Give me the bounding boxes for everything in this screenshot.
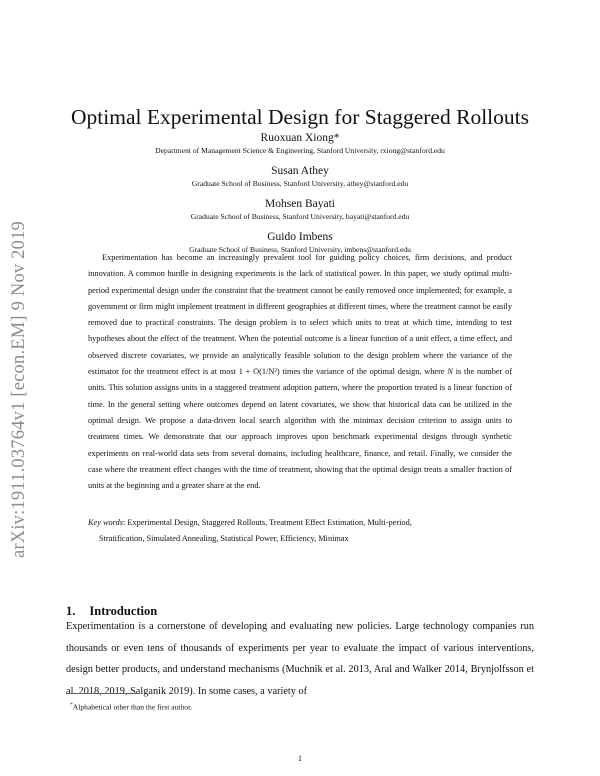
footnote — [70, 700, 192, 713]
intro-paragraph: Experimentation is a cornerstone of developing and evaluating new policies. Large technology companies run thousands or even tens of thousands of experiments per year to evaluate the impact of various interventions, design better products, and understand mechanisms (Muchnik et al. 2013, Aral and Walker 2014, Brynjolfsson et al. 2018, 2019, Salganik 2019). In some cases, a variety of — [66, 621, 534, 697]
paper-title: Optimal Experimental Design for Staggered Rollouts — [71, 105, 529, 130]
page-number: 1 — [298, 754, 302, 763]
author-name: Mohsen Bayati — [265, 198, 335, 210]
author-entry — [60, 164, 540, 190]
author-affiliation: Graduate School of Business, Stanford University, athey@stanford.edu — [191, 179, 409, 188]
author-block — [60, 131, 540, 263]
author-affiliation: Department of Management Science & Engineering, Stanford University, rxiong@stanford.edu — [155, 146, 445, 155]
variance-bound-formula: 1 + O(1/N²) — [238, 367, 280, 377]
author-affiliation: Graduate School of Business, Stanford University, bayati@stanford.edu — [190, 212, 410, 221]
abstract-text-2: times the variance of the optimal design, where — [282, 367, 445, 377]
author-affiliation: Graduate School of Business, Stanford University, imbens@stanford.edu — [189, 245, 411, 254]
abstract — [88, 250, 512, 494]
section-number: 1. — [66, 604, 76, 619]
keywords-line-1: Experimental Design, Staggered Rollouts, Treatment Effect Estimation, Multi-period, — [127, 518, 412, 527]
keywords-label: Key words — [88, 518, 123, 527]
abstract-text-3: is the number of units. This solution assigns units in a staggered treatment adoption pattern, where the proportion treated is a linear function of time. In the general setting where outcomes depend on latent covariates, we show that historical data can be utilized in the optimal design. We propose a data-driven local search algorithm with the minimax decision criterion to assign units to treatment times. We demonstrate that our approach improves upon benchmark experimental designs through synthetic experiments on real-world data sets from several domains, including healthcare, finance, and retail. Finally, we consider the case where the treatment effect changes with the time of treatment, showing that the optimal design treats a smaller fraction of units at the beginning and a greater share at the end. — [88, 367, 513, 491]
introduction-body — [66, 616, 534, 702]
author-name: Guido Imbens — [267, 231, 333, 243]
abstract-paragraph — [88, 250, 512, 494]
keywords: Key words: Experimental Design, Staggered Rollouts, Treatment Effect Estimation, Multi-period, Stratification, Simulated Annealing, Statistical Power, Efficiency, Minimax — [88, 515, 512, 548]
footnote-divider — [66, 693, 140, 694]
author-entry — [60, 131, 540, 157]
author-name: Ruoxuan Xiong* — [260, 132, 340, 144]
author-entry — [60, 197, 540, 223]
abstract-text-1: Experimentation has become an increasingly prevalent tool for guiding policy choices, firm decisions, and product innovation. A common hurdle in designing experiments is the lack of statistical power. In this paper, we study optimal multi-period experimental design under the constraint that the treatment cannot be easily removed once implemented; for example, a government or firm might implement treatment in different geographies at different times, where the treatment cannot be easily removed due to practical constraints. The design problem is to select which units to treat at which time, intending to test hypotheses about the effect of the treatment. When the potential outcome is a linear function of a unit effect, a time effect, and observed discrete covariates, we provide an analytically feasible solution to the design problem where the variance of the estimator for the treatment effect is at most — [88, 253, 512, 377]
footnote-mark: * — [70, 702, 73, 708]
author-name: Susan Athey — [271, 165, 329, 177]
keywords-line-2: Stratification, Simulated Annealing, Statistical Power, Efficiency, Minimax — [99, 534, 349, 544]
footnote-text: Alphabetical other than the first author. — [72, 702, 193, 712]
variable-n: N — [447, 367, 453, 377]
section-title: Introduction — [89, 604, 158, 619]
arxiv-identifier: arXiv:1911.03764v1 [econ.EM] 9 Nov 2019 — [9, 221, 29, 558]
